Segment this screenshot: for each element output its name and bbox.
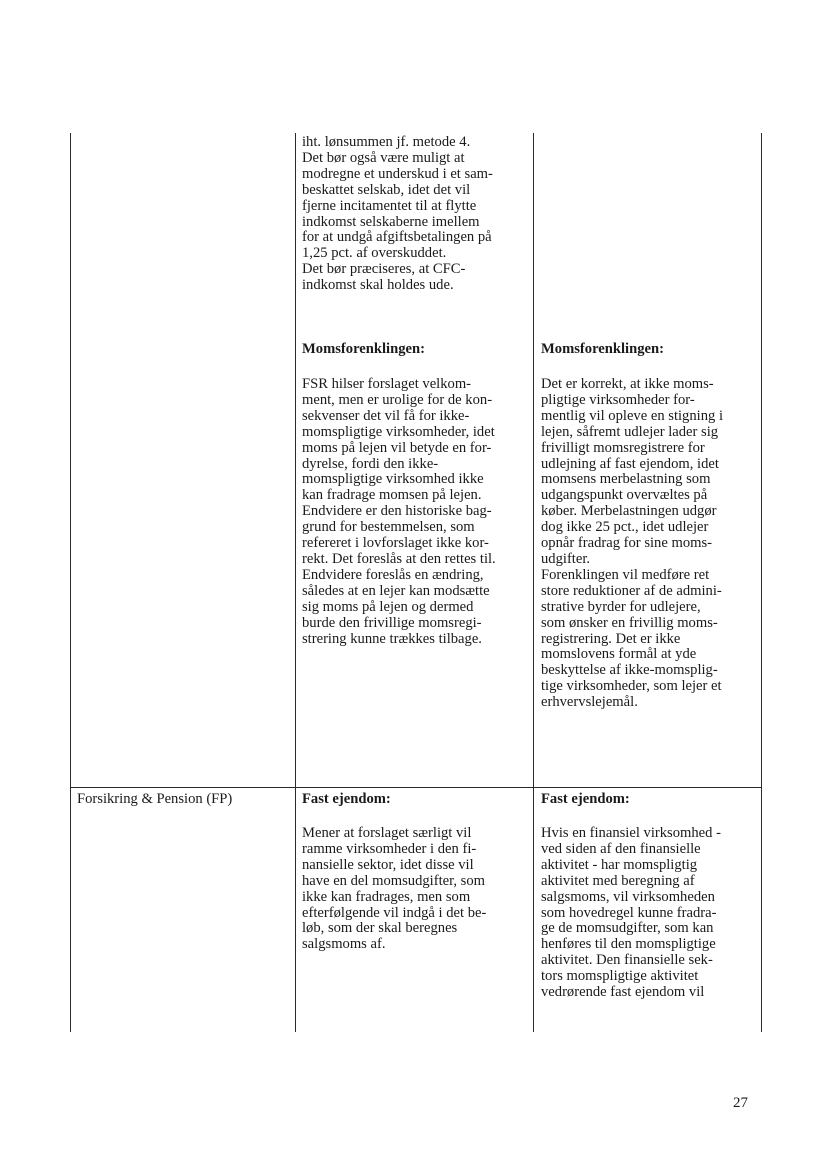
text-line: som ønsker en frivillig moms- (541, 614, 718, 631)
text-line: aktivitet. Den finansielle sek- (541, 952, 713, 969)
text-line: Mener at forslaget særligt vil (302, 825, 472, 841)
text-line: mentlig vil opleve en stigning i (541, 407, 723, 424)
table-border-col2 (533, 133, 534, 1032)
text-line: udgangspunkt overvæltes på (541, 487, 708, 504)
text-line: sekvenser det vil få for ikke- (302, 407, 470, 424)
row1-right-heading: Momsforenklingen: (541, 341, 664, 357)
text-line: momslovens formål at yde (541, 646, 697, 663)
table-row-divider (70, 787, 762, 788)
text-line: Det er korrekt, at ikke moms- (541, 376, 714, 392)
text-line: burde den frivillige momsregi- (302, 614, 482, 631)
page-number: 27 (733, 1095, 748, 1111)
text-line: momspligtige virksomheder, idet (302, 423, 495, 440)
text-line: aktivitet - har momspligtig (541, 856, 698, 873)
row1-middle-top-text (302, 135, 493, 294)
text-line: opnår fradrag for sine moms- (541, 535, 713, 552)
text-line: dog ikke 25 pct., idet udlejer (541, 519, 709, 536)
table-border-right (761, 133, 762, 1032)
text-line: rekt. Det foreslås at den rettes til. (302, 550, 496, 567)
text-line: FSR hilser forslaget velkom- (302, 376, 472, 392)
text-line: momspligtige virksomhed ikke (302, 471, 484, 488)
table-border-left (70, 133, 71, 1032)
text-line: registrering. Det er ikke (541, 630, 681, 647)
text-line: nansielle sektor, idet disse vil (302, 856, 474, 873)
row2-middle-body-text (302, 826, 486, 953)
text-line: 1,25 pct. af overskuddet. (302, 245, 447, 262)
text-line: ment, men er urolige for de kon- (302, 391, 493, 408)
text-line: Hvis en finansiel virksomhed - (541, 825, 721, 841)
row2-right-heading: Fast ejendom: (541, 791, 630, 807)
text-line: indkomst skal holdes ude. (302, 277, 454, 294)
text-line: sig moms på lejen og dermed (302, 598, 474, 615)
text-line: strering kunne trækkes tilbage. (302, 630, 482, 647)
text-line: salgsmoms af. (302, 936, 386, 953)
text-line: henføres til den momspligtige (541, 936, 716, 953)
row2-middle-heading: Fast ejendom: (302, 791, 391, 807)
text-line: ramme virksomheder i den fi- (302, 840, 477, 857)
text-line: ved siden af den finansielle (541, 840, 701, 857)
text-line: Forenklingen vil medføre ret (541, 566, 710, 583)
text-line: udlejning af fast ejendom, idet (541, 455, 719, 472)
text-line: momsens merbelastning som (541, 471, 711, 488)
text-line: kan fradrage momsen på lejen. (302, 487, 482, 504)
text-line: Det bør præciseres, at CFC- (302, 261, 466, 278)
text-line: løb, som der skal beregnes (302, 920, 458, 937)
text-line: modregne et underskud i et sam- (302, 165, 493, 182)
text-line: vedrørende fast ejendom vil (541, 984, 705, 1001)
text-line: beskyttelse af ikke-momsplig- (541, 662, 718, 679)
text-line: lejen, såfremt udlejer lader sig (541, 423, 719, 440)
text-line: dyrelse, fordi den ikke- (302, 455, 439, 472)
text-line: indkomst selskaberne imellem (302, 213, 480, 230)
text-line: moms på lejen vil betyde en for- (302, 439, 492, 456)
text-line: strative byrder for udlejere, (541, 598, 701, 615)
text-line: fjerne incitamentet til at flytte (302, 197, 477, 214)
text-line: pligtige virksomheder for- (541, 391, 695, 408)
text-line: ge de momsudgifter, som kan (541, 920, 714, 937)
text-line: erhvervslejemål. (541, 694, 638, 711)
text-line: efterfølgende vil indgå i det be- (302, 904, 487, 921)
text-line: refereret i lovforslaget ikke kor- (302, 535, 489, 552)
text-line: som hovedregel kunne fradra- (541, 904, 717, 921)
text-line: således at en lejer kan modsætte (302, 582, 490, 599)
text-line: grund for bestemmelsen, som (302, 519, 475, 536)
text-line: iht. lønsummen jf. metode 4. (302, 134, 471, 150)
row1-middle-heading: Momsforenklingen: (302, 341, 425, 357)
text-line: Det bør også være muligt at (302, 149, 465, 166)
text-line: tors momspligtige aktivitet (541, 968, 699, 985)
text-line: Endvidere er den historiske bag- (302, 503, 492, 520)
row2-right-body-text (541, 826, 721, 1001)
text-line: Endvidere foreslås en ændring, (302, 566, 484, 583)
table-border-col1 (295, 133, 296, 1032)
text-line: beskattet selskab, idet det vil (302, 181, 471, 198)
text-line: store reduktioner af de admini- (541, 582, 722, 599)
row2-left-label: Forsikring & Pension (FP) (77, 791, 233, 807)
text-line: frivilligt momsregistrere for (541, 439, 705, 456)
text-line: aktivitet med beregning af (541, 872, 695, 889)
text-line: salgsmoms, vil virksomheden (541, 888, 715, 905)
row1-middle-body-text (302, 377, 496, 647)
text-line: ikke kan fradrages, men som (302, 888, 471, 905)
row1-right-body-text (541, 377, 723, 711)
text-line: have en del momsudgifter, som (302, 872, 486, 889)
text-line: tige virksomheder, som lejer et (541, 678, 722, 695)
text-line: udgifter. (541, 550, 591, 567)
text-line: køber. Merbelastningen udgør (541, 503, 717, 520)
text-line: for at undgå afgiftsbetalingen på (302, 229, 492, 246)
